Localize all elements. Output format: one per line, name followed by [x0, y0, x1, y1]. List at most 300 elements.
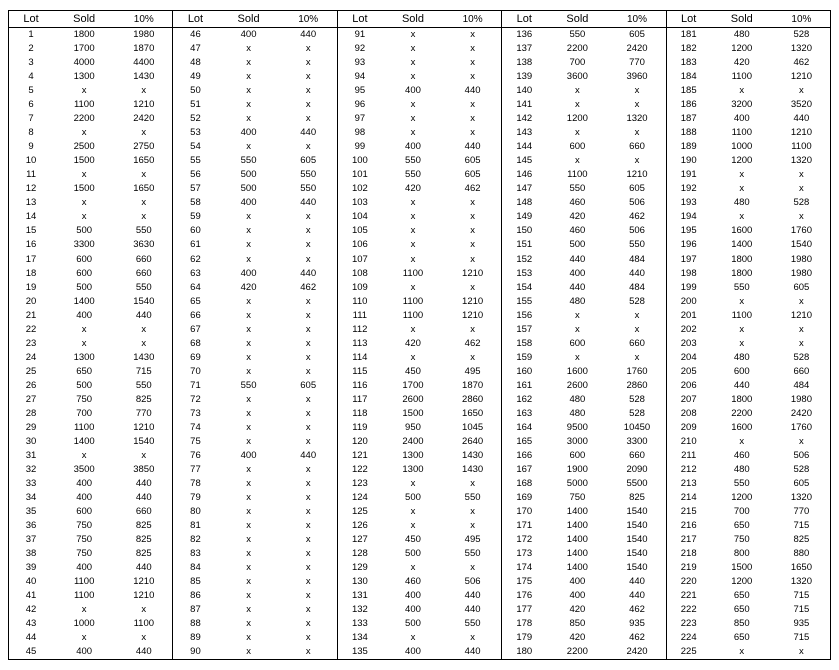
table-row — [667, 603, 830, 617]
sold-cell: x — [410, 225, 416, 237]
sold-cell: 1100 — [402, 267, 424, 279]
table-row — [9, 266, 172, 280]
lot-cell: 63 — [190, 267, 201, 279]
sold-cell: x — [410, 323, 416, 335]
lot-cell: 192 — [680, 183, 697, 195]
lot-cell: 173 — [516, 547, 533, 559]
table-row — [338, 448, 501, 462]
ten-percent-cell: x — [141, 449, 147, 461]
sold-cell: 480 — [733, 197, 750, 209]
sold-cell: 600 — [76, 253, 93, 265]
table-row — [9, 392, 172, 406]
lot-cell: 124 — [351, 491, 368, 503]
lot-cell: 41 — [25, 589, 37, 601]
column-block-3 — [337, 11, 501, 659]
table-row — [667, 126, 830, 140]
ten-percent-cell: 1210 — [626, 169, 648, 181]
column-block-4 — [501, 11, 665, 659]
sold-cell: 1300 — [402, 449, 424, 461]
sold-cell: 1100 — [731, 309, 752, 321]
lot-cell: 79 — [190, 491, 201, 503]
sold-cell: 400 — [76, 309, 93, 321]
sold-cell: x — [410, 239, 416, 251]
table-row — [173, 126, 336, 140]
ten-percent-cell: 440 — [464, 85, 481, 97]
ten-percent-cell: x — [305, 505, 311, 517]
sold-cell: x — [410, 477, 416, 489]
table-row — [502, 350, 665, 364]
column-block-2 — [172, 11, 336, 659]
lot-cell: 209 — [680, 421, 697, 433]
sold-cell: x — [246, 57, 251, 69]
sold-cell: 950 — [405, 421, 421, 433]
ten-percent-cell: 495 — [464, 533, 481, 545]
sold-cell: x — [246, 323, 251, 335]
ten-percent-cell: 528 — [629, 393, 645, 405]
sold-cell: 460 — [733, 449, 750, 461]
lot-cell: 170 — [516, 505, 533, 517]
ten-percent-cell: 550 — [300, 169, 317, 181]
lot-cell: 15 — [25, 225, 37, 237]
sold-cell: 2600 — [402, 393, 424, 405]
lot-cell: 211 — [681, 449, 697, 461]
lot-cell: 199 — [680, 281, 697, 293]
table-row — [338, 491, 501, 505]
table-row — [502, 505, 665, 519]
table-row — [338, 589, 501, 603]
table-row — [338, 70, 501, 84]
lot-cell: 215 — [680, 505, 697, 517]
ten-percent-cell: x — [470, 197, 475, 209]
lot-cell: 118 — [352, 407, 368, 419]
sold-cell: x — [246, 421, 251, 433]
ten-percent-cell: 880 — [793, 547, 810, 559]
table-row — [9, 378, 172, 392]
lot-cell: 175 — [516, 575, 533, 587]
lot-cell: 205 — [680, 365, 697, 377]
lot-cell: 4 — [28, 71, 34, 83]
ten-percent-cell: 1320 — [790, 43, 812, 55]
sold-cell: 480 — [733, 29, 750, 41]
table-row — [502, 112, 665, 126]
table-row — [667, 364, 830, 378]
lot-cell: 82 — [190, 533, 201, 545]
table-row — [667, 70, 830, 84]
sold-cell: 1400 — [731, 239, 753, 251]
sold-cell: 400 — [569, 575, 586, 587]
lot-cell: 78 — [190, 477, 201, 489]
table-row — [667, 224, 830, 238]
sold-cell: x — [410, 631, 416, 643]
table-row — [9, 406, 172, 420]
lot-cell: 89 — [190, 631, 201, 643]
sold-cell: 1400 — [566, 519, 588, 531]
table-row — [9, 196, 172, 210]
sold-header: Sold — [237, 13, 260, 25]
ten-percent-cell: 462 — [629, 211, 645, 223]
lot-cell: 203 — [680, 337, 697, 349]
lot-cell: 32 — [25, 463, 37, 475]
lot-cell: 157 — [516, 323, 533, 335]
sold-cell: 1400 — [73, 295, 95, 307]
ten-percent-cell: x — [470, 57, 475, 69]
lot-cell: 128 — [351, 547, 368, 559]
lot-cell: 96 — [354, 99, 366, 111]
sold-cell: 3600 — [566, 71, 588, 83]
table-row — [502, 392, 665, 406]
table-row — [338, 224, 501, 238]
ten-percent-cell: 825 — [793, 533, 810, 545]
lot-cell: 212 — [680, 463, 697, 475]
sold-cell: 400 — [405, 85, 421, 97]
ten-percent-cell: 1430 — [462, 463, 484, 475]
ten-percent-cell: x — [305, 239, 311, 251]
lot-cell: 2 — [28, 43, 34, 55]
table-row — [667, 336, 830, 350]
table-row — [9, 645, 172, 659]
table-row — [502, 561, 665, 575]
sold-cell: x — [246, 113, 251, 125]
lot-cell: 218 — [680, 547, 697, 559]
table-row — [338, 238, 501, 252]
lot-cell: 42 — [25, 603, 37, 615]
ten-percent-cell: 440 — [135, 477, 152, 489]
sold-cell: 500 — [76, 225, 93, 237]
sold-cell: 650 — [733, 603, 750, 615]
sold-cell: x — [246, 309, 251, 321]
sold-cell: 1100 — [73, 99, 95, 111]
table-row — [502, 224, 665, 238]
sold-cell: 400 — [76, 477, 93, 489]
table-row — [173, 28, 336, 42]
table-row — [667, 477, 830, 491]
ten-percent-cell: x — [305, 477, 311, 489]
table-row — [338, 420, 501, 434]
sold-cell: 750 — [76, 547, 93, 559]
ten-percent-cell: x — [305, 337, 311, 349]
lot-cell: 12 — [25, 183, 37, 195]
ten-percent-cell: 440 — [300, 127, 317, 139]
table-row — [9, 98, 172, 112]
table-row — [667, 519, 830, 533]
lot-cell: 156 — [516, 309, 533, 321]
ten-percent-cell: 1980 — [790, 393, 812, 405]
table-row — [667, 462, 830, 476]
lot-cell: 59 — [190, 211, 201, 223]
lot-cell: 17 — [25, 253, 37, 265]
ten-percent-cell: x — [470, 211, 475, 223]
table-row — [667, 280, 830, 294]
sold-cell: x — [410, 505, 416, 517]
lot-cell: 184 — [680, 71, 697, 83]
sold-cell: x — [575, 155, 580, 167]
sold-cell: 400 — [569, 267, 586, 279]
ten-percent-cell: x — [470, 505, 475, 517]
table-row — [9, 84, 172, 98]
table-row — [667, 238, 830, 252]
sold-cell: x — [246, 99, 251, 111]
lot-cell: 166 — [516, 449, 533, 461]
ten-percent-cell: x — [305, 547, 311, 559]
lot-cell: 142 — [516, 113, 533, 125]
table-row — [667, 140, 830, 154]
table-row — [502, 631, 665, 645]
ten-percent-cell: x — [305, 491, 311, 503]
ten-percent-cell: 605 — [300, 379, 317, 391]
ten-percent-cell: x — [305, 533, 311, 545]
lot-cell: 223 — [680, 617, 697, 629]
table-row — [173, 561, 336, 575]
lot-cell: 216 — [680, 519, 697, 531]
lot-cell: 222 — [680, 603, 697, 615]
sold-cell: x — [246, 533, 251, 545]
ten-percent-cell: 1760 — [626, 365, 648, 377]
ten-percent-cell: x — [305, 561, 311, 573]
sold-cell: 800 — [733, 547, 750, 559]
table-row — [338, 210, 501, 224]
ten-percent-cell: 528 — [793, 463, 810, 475]
sold-cell: x — [81, 449, 87, 461]
sold-cell: x — [739, 295, 745, 307]
table-row — [338, 336, 501, 350]
ten-percent-cell: 770 — [629, 57, 645, 69]
table-row — [502, 210, 665, 224]
ten-percent-cell: x — [634, 85, 640, 97]
table-row — [667, 112, 830, 126]
table-row — [173, 56, 336, 70]
lot-cell: 185 — [680, 85, 697, 97]
header-row — [338, 11, 501, 28]
header-row — [173, 11, 336, 28]
lot-cell: 171 — [516, 519, 533, 531]
ten-percent-cell: 1100 — [133, 617, 155, 629]
table-row — [9, 631, 172, 645]
sold-cell: 600 — [733, 365, 750, 377]
ten-percent-cell: 440 — [629, 267, 645, 279]
lot-cell: 52 — [190, 113, 201, 125]
table-row — [338, 42, 501, 56]
sold-cell: 750 — [76, 533, 93, 545]
sold-cell: x — [410, 99, 416, 111]
ten-percent-cell: 1540 — [626, 533, 648, 545]
table-row — [502, 420, 665, 434]
sold-cell: 1200 — [731, 491, 753, 503]
ten-percent-cell: 10450 — [623, 421, 651, 433]
lot-cell: 206 — [680, 379, 697, 391]
lot-cell: 120 — [351, 435, 368, 447]
table-row — [667, 561, 830, 575]
table-row — [9, 364, 172, 378]
ten-percent-cell: 506 — [793, 449, 810, 461]
table-row — [9, 126, 172, 140]
table-row — [9, 589, 172, 603]
ten-percent-cell: 1760 — [790, 225, 812, 237]
ten-percent-cell: 2750 — [133, 141, 155, 153]
table-row — [338, 378, 501, 392]
lot-cell: 22 — [25, 323, 37, 335]
lot-cell: 20 — [25, 295, 37, 307]
lot-cell: 66 — [190, 309, 201, 321]
ten-percent-cell: 660 — [629, 337, 645, 349]
table-row — [502, 196, 665, 210]
ten-percent-cell: 1650 — [133, 155, 155, 167]
table-row — [667, 308, 830, 322]
lot-cell: 172 — [516, 533, 533, 545]
lot-cell: 75 — [190, 435, 201, 447]
table-row — [502, 322, 665, 336]
ten-percent-cell: x — [141, 85, 147, 97]
lot-cell: 49 — [190, 71, 201, 83]
table-row — [338, 434, 501, 448]
ten-percent-cell: 2420 — [790, 407, 812, 419]
table-row — [9, 533, 172, 547]
lot-cell: 70 — [190, 365, 201, 377]
table-row — [502, 434, 665, 448]
lot-cell: 176 — [516, 589, 533, 601]
sold-cell: 400 — [569, 589, 586, 601]
lot-cell: 189 — [680, 141, 697, 153]
sold-cell: x — [246, 407, 251, 419]
table-row — [173, 252, 336, 266]
ten-percent-cell: x — [799, 211, 804, 223]
lot-cell: 62 — [190, 253, 201, 265]
lot-cell: 155 — [516, 295, 533, 307]
ten-percent-cell: x — [634, 323, 640, 335]
sold-cell: 400 — [240, 197, 257, 209]
sold-cell: 1100 — [73, 421, 95, 433]
sold-cell: 1800 — [73, 29, 95, 41]
ten-percent-cell: 550 — [464, 491, 481, 503]
lot-cell: 158 — [516, 337, 533, 349]
lot-cell: 99 — [354, 141, 366, 153]
lot-cell: 35 — [25, 505, 37, 517]
ten-percent-cell: 3960 — [626, 71, 648, 83]
ten-percent-cell: 660 — [629, 141, 645, 153]
header-row — [9, 11, 172, 28]
sold-cell: x — [410, 281, 416, 293]
table-row — [338, 519, 501, 533]
sold-cell: 2200 — [731, 407, 753, 419]
table-row — [502, 98, 665, 112]
sold-cell: 1700 — [73, 43, 95, 55]
ten-percent-cell: x — [305, 225, 311, 237]
table-row — [9, 547, 172, 561]
lot-cell: 43 — [25, 617, 37, 629]
lot-cell: 74 — [190, 421, 201, 433]
sold-cell: 550 — [405, 155, 421, 167]
lot-cell: 104 — [351, 211, 368, 223]
table-row — [667, 434, 830, 448]
ten-percent-cell: 1760 — [790, 421, 812, 433]
table-row — [502, 84, 665, 98]
ten-percent-cell: x — [799, 85, 804, 97]
table-row — [667, 84, 830, 98]
ten-percent-cell: 2090 — [626, 463, 648, 475]
lot-cell: 149 — [516, 211, 533, 223]
table-row — [667, 617, 830, 631]
sold-cell: x — [246, 141, 251, 153]
ten-percent-cell: 1210 — [133, 589, 155, 601]
lot-cell: 18 — [25, 267, 37, 279]
sold-cell: x — [246, 393, 251, 405]
ten-percent-cell: 3520 — [790, 99, 812, 111]
lot-cell: 45 — [25, 645, 37, 657]
lot-cell: 213 — [680, 477, 697, 489]
sold-cell: 4000 — [73, 57, 95, 69]
table-row — [667, 575, 830, 589]
table-row — [502, 56, 665, 70]
lot-cell: 119 — [352, 421, 368, 433]
sold-cell: 1300 — [73, 351, 95, 363]
lot-cell: 131 — [351, 589, 368, 601]
table-row — [173, 308, 336, 322]
lot-cell: 28 — [25, 407, 37, 419]
sold-cell: x — [81, 603, 87, 615]
ten-percent-cell: 605 — [629, 29, 645, 41]
lot-header: Lot — [516, 13, 532, 25]
lot-cell: 108 — [351, 267, 368, 279]
sold-cell: 460 — [405, 575, 421, 587]
table-row — [502, 280, 665, 294]
table-row — [9, 112, 172, 126]
sold-cell: x — [739, 211, 745, 223]
lot-cell: 195 — [680, 225, 697, 237]
sold-cell: 1100 — [73, 575, 95, 587]
ten-percent-cell: 506 — [464, 575, 481, 587]
sold-cell: x — [246, 505, 251, 517]
ten-percent-cell: x — [799, 183, 804, 195]
table-row — [338, 547, 501, 561]
ten-percent-cell: 935 — [793, 617, 810, 629]
table-row — [173, 392, 336, 406]
ten-percent-cell: x — [799, 645, 804, 657]
ten-percent-cell: 1210 — [790, 309, 812, 321]
lot-cell: 177 — [516, 603, 533, 615]
sold-cell: 1800 — [731, 393, 753, 405]
sold-cell: 420 — [405, 337, 421, 349]
lot-cell: 135 — [351, 645, 368, 657]
lot-cell: 186 — [680, 99, 697, 111]
lot-cell: 105 — [351, 225, 368, 237]
sold-cell: x — [410, 71, 416, 83]
sold-cell: 440 — [569, 253, 586, 265]
sold-cell: 500 — [405, 617, 421, 629]
table-row — [338, 168, 501, 182]
ten-percent-cell: 462 — [629, 631, 645, 643]
lot-cell: 132 — [351, 603, 368, 615]
table-row — [338, 533, 501, 547]
ten-percent-cell: x — [799, 435, 804, 447]
table-row — [667, 491, 830, 505]
lot-cell: 86 — [190, 589, 201, 601]
table-row — [173, 224, 336, 238]
sold-cell: x — [410, 57, 416, 69]
sold-cell: x — [246, 519, 251, 531]
table-row — [173, 210, 336, 224]
ten-percent-cell: x — [799, 295, 804, 307]
table-row — [173, 406, 336, 420]
lot-header: Lot — [681, 13, 697, 25]
lot-cell: 196 — [680, 239, 697, 251]
lot-cell: 202 — [680, 323, 697, 335]
table-row — [338, 252, 501, 266]
ten-percent-cell: 605 — [464, 155, 481, 167]
ten-percent-cell: 605 — [300, 155, 317, 167]
ten-percent-cell: 2420 — [626, 645, 648, 657]
lot-cell: 1 — [28, 29, 34, 41]
header-row — [502, 11, 665, 28]
lot-cell: 14 — [25, 211, 37, 223]
